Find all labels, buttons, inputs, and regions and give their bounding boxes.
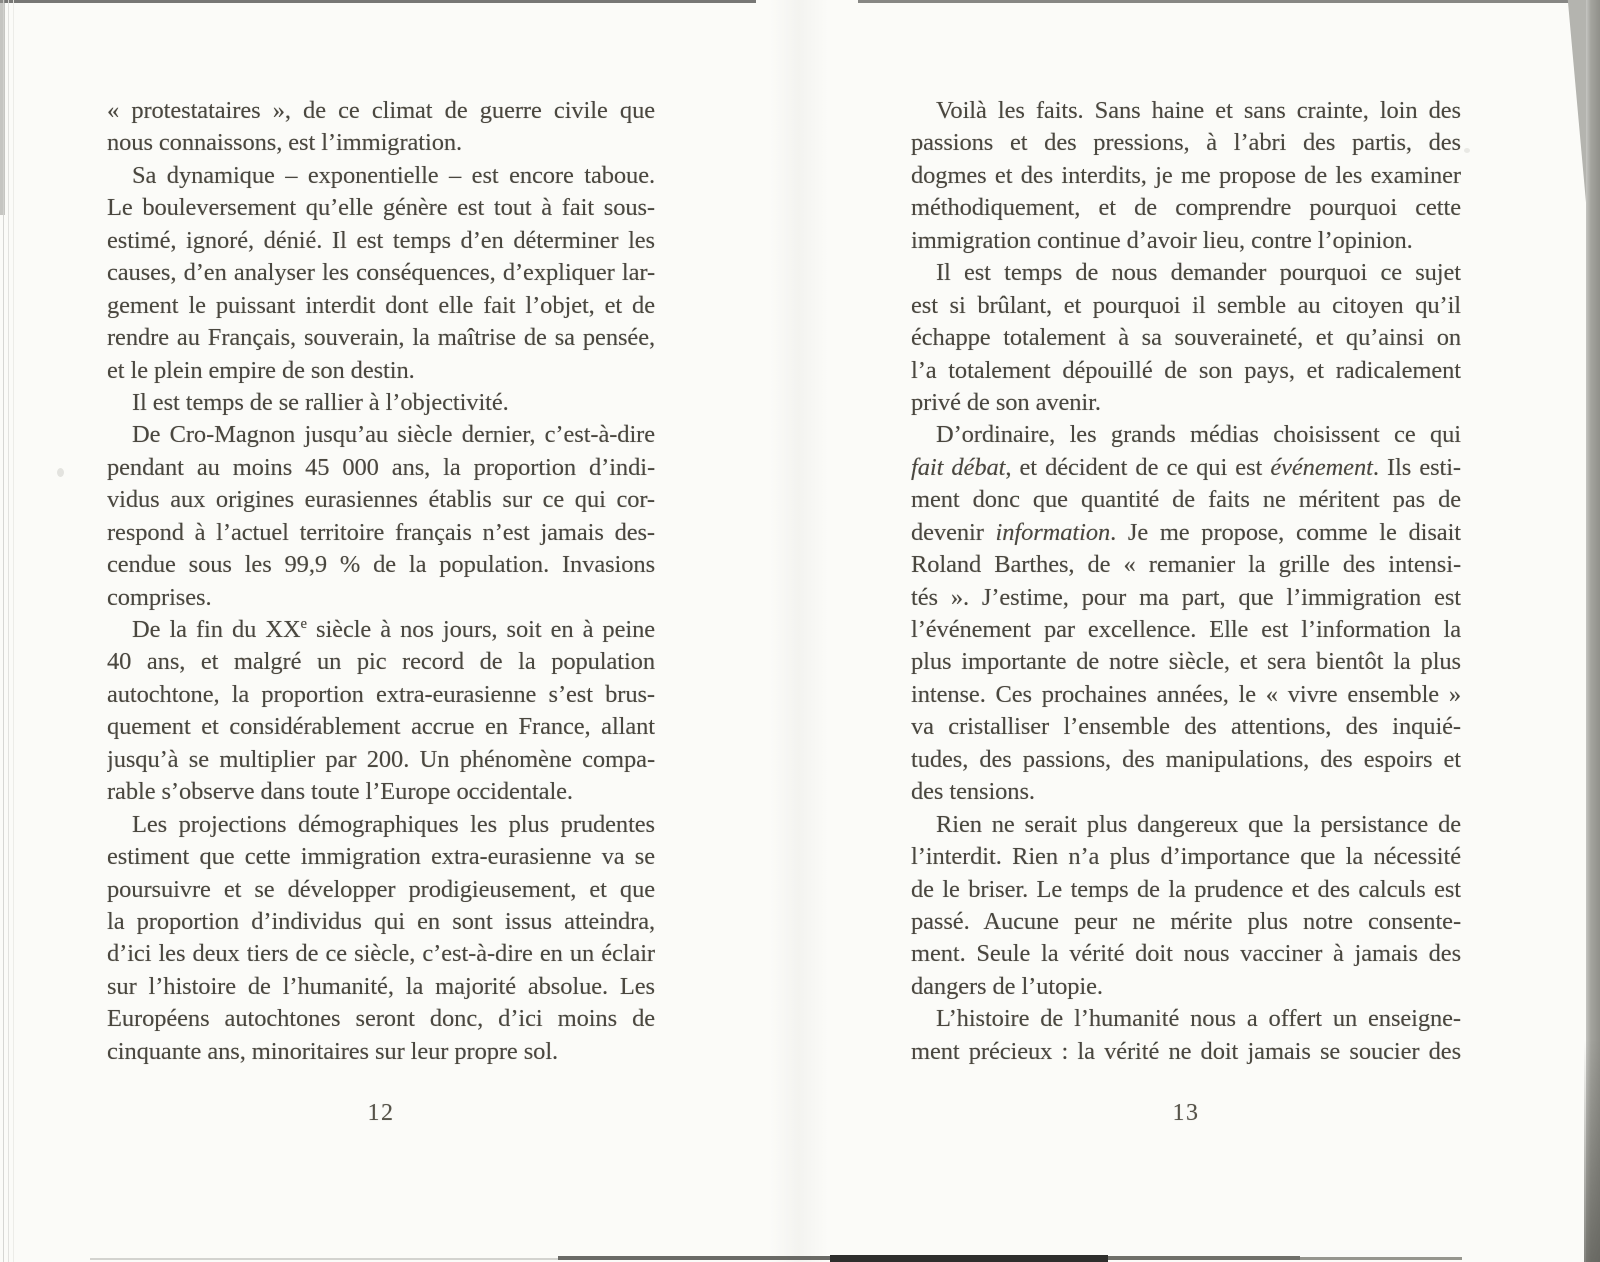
text-line: cinquante ans, minoritaires sur leur propre sol. (107, 1037, 559, 1065)
page-number-left: 12 (367, 1100, 395, 1126)
text-line: fait débat, et décident de ce qui est événement. Ils esti- (911, 453, 1461, 481)
text-line: respond à l’actuel territoire français n’est jamais des- (107, 518, 655, 546)
text-line: va cristalliser l’ensemble des attentions, des inquié- (911, 713, 1461, 741)
text-line: tudes, des passions, des manipulations, des espoirs et (911, 745, 1461, 773)
text-line: causes, d’en analyser les conséquences, d’expliquer lar- (107, 259, 655, 287)
text-line: devenir information. Je me propose, comme le disait (911, 518, 1461, 546)
text-line: vidus aux origines eurasiennes établis sur ce qui cor- (107, 486, 655, 514)
text-line: immigration continue d’avoir lieu, contre l’opinion. (911, 226, 1413, 254)
text-line: rendre au Français, souverain, la maîtrise de sa pensée, (107, 324, 655, 352)
text-line: est si brûlant, et pourquoi il semble au citoyen qu’il (911, 291, 1461, 319)
text-line: jusqu’à se multiplier par 200. Un phénomène compa- (107, 745, 655, 773)
text-line: dogmes et des interdits, je me propose de les examiner (911, 161, 1461, 189)
text-line: privé de son avenir. (911, 388, 1101, 416)
text-line: Il est temps de se rallier à l’objectivité. (132, 388, 509, 416)
text-line: passions et des pressions, à l’abri des partis, des (911, 129, 1461, 157)
text-line: de le briser. Le temps de la prudence et des calculs est (911, 875, 1461, 903)
text-line: De la fin du XXe siècle à nos jours, soit en à peine (132, 615, 655, 643)
text-line: intense. Ces prochaines années, le « vivre ensemble » (911, 680, 1461, 708)
text-line: nous connaissons, est l’immigration. (107, 129, 463, 157)
text-line: comprises. (107, 583, 212, 611)
text-line: l’événement par excellence. Elle est l’information la (911, 616, 1461, 643)
text-line: plus importante de notre siècle, et sera bientôt la plus (911, 648, 1461, 676)
text-line: Rien ne serait plus dangereux que la persistance de (936, 810, 1461, 838)
text-line: échappe totalement à sa souveraineté, et qu’ainsi on (911, 324, 1461, 352)
text-line: d’ici les deux tiers de ce siècle, c’est-à-dire en un éclair (107, 940, 655, 968)
text-line: Européens autochtones seront donc, d’ici moins de (107, 1005, 655, 1033)
text-line: poursuivre et se développer prodigieusement, et que (107, 875, 655, 903)
text-block (911, 95, 1461, 1068)
text-line: ment. Seule la vérité doit nous vacciner à jamais des (911, 940, 1461, 968)
text-line: ment précieux : la vérité ne doit jamais se soucier des (911, 1037, 1461, 1065)
text-line: « protestataires », de ce climat de guerre civile que (107, 97, 655, 124)
text-line: 40 ans, et malgré un pic record de la population (107, 648, 655, 676)
text-line: des tensions. (911, 778, 1035, 806)
text-line: D’ordinaire, les grands médias choisissent ce qui (936, 421, 1461, 449)
text-line: cendue sous les 99,9 % de la population. Invasions (107, 551, 655, 579)
text-line: l’a totalement dépouillé de son pays, et radicalement (911, 356, 1461, 384)
text-line: Roland Barthes, de « remanier la grille des intensi- (911, 551, 1461, 579)
text-line: Le bouleversement qu’elle génère est tout à fait sous- (107, 194, 655, 222)
text-line: L’histoire de l’humanité nous a offert un enseigne- (936, 1005, 1461, 1033)
text-line: Voilà les faits. Sans haine et sans crainte, loin des (936, 97, 1461, 124)
text-line: De Cro-Magnon jusqu’au siècle dernier, c’est-à-dire (132, 421, 655, 449)
text-line: autochtone, la proportion extra-eurasienne s’est brus- (107, 680, 655, 708)
text-block (107, 95, 655, 1068)
page-right (800, 0, 1600, 1262)
text-line: estimé, ignoré, dénié. Il est temps d’en déterminer les (107, 226, 655, 254)
text-line: pendant au moins 45 000 ans, la proportion d’indi- (107, 453, 655, 481)
text-line: estiment que cette immigration extra-eurasienne va se (107, 843, 655, 871)
text-line: l’interdit. Rien n’a plus d’importance que la nécessité (911, 843, 1461, 871)
text-line: Sa dynamique – exponentielle – est encore taboue. (132, 161, 655, 189)
text-line: tés ». J’estime, pour ma part, que l’immigration est (911, 583, 1461, 611)
text-line: gement le puissant interdit dont elle fait l’objet, et de (107, 291, 655, 319)
text-line: la proportion d’individus qui en sont issus atteindra, (107, 907, 655, 935)
text-line: Les projections démographiques les plus prudentes (132, 810, 655, 838)
text-line: et le plein empire de son destin. (107, 356, 415, 384)
text-line: passé. Aucune peur ne mérite plus notre consente- (911, 907, 1461, 935)
text-line: dangers de l’utopie. (911, 972, 1103, 1000)
text-line: méthodiquement, et de comprendre pourquoi cette (911, 194, 1461, 222)
text-line: quement et considérablement accrue en France, allant (107, 713, 655, 741)
page-number-right: 13 (1172, 1100, 1200, 1126)
text-line: ment donc que quantité de faits ne méritent pas de (911, 486, 1461, 514)
text-line: sur l’histoire de l’humanité, la majorité absolue. Les (107, 972, 655, 1000)
text-line: Il est temps de nous demander pourquoi ce sujet (936, 259, 1461, 287)
text-line: rable s’observe dans toute l’Europe occidentale. (107, 778, 573, 806)
